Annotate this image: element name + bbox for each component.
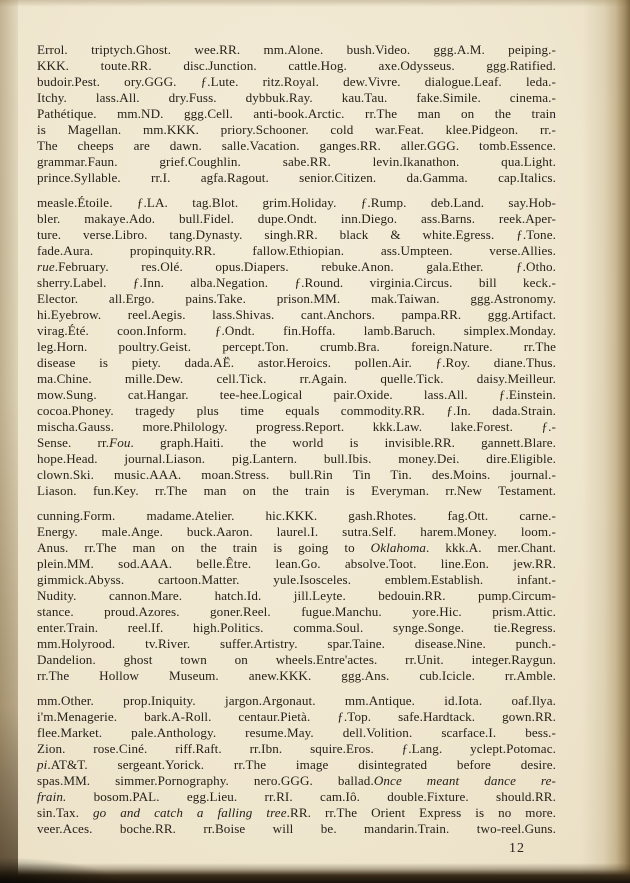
- text-line: is Magellan. mm.KKK. priory.Schooner. cold war.Feat. klee.Pidgeon. rr.-: [37, 122, 556, 137]
- text-block: [37, 42, 556, 837]
- text-line: disease is piety. dada.AË. astor.Heroics. pollen.Air. ƒ.Roy. diane.Thus.: [37, 355, 556, 370]
- paragraph: [37, 42, 556, 186]
- text-line: ma.Chine. mille.Dew. cell.Tick. rr.Again. quelle.Tick. daisy.Meilleur.: [37, 371, 556, 386]
- text-line: plein.MM. sod.AAA. belle.Être. lean.Go. absolve.Toot. line.Eon. jew.RR.: [37, 556, 556, 571]
- text-line: KKK. toute.RR. disc.Junction. cattle.Hog. axe.Odysseus. ggg.Ratified.: [37, 58, 556, 73]
- text-line: The cheeps are dawn. salle.Vacation. ganges.RR. aller.GGG. tomb.Essence.: [37, 138, 556, 153]
- text-line: cocoa.Phoney. tragedy plus time equals commodity.RR. ƒ.In. dada.Strain.: [37, 403, 556, 418]
- text-line: sin.Tax. go and catch a falling tree.RR. rr.The Orient Express is no more.: [37, 805, 556, 820]
- text-line: Sense. rr.Fou. graph.Haiti. the world is invisible.RR. gannett.Blare.: [37, 435, 556, 450]
- text-line: prince.Syllable. rr.I. agfa.Ragout. senior.Citizen. da.Gamma. cap.Italics.: [37, 170, 556, 185]
- text-line: Dandelion. ghost town on wheels.Entre'actes. rr.Unit. integer.Raygun.: [37, 652, 556, 667]
- text-line: Energy. male.Ange. buck.Aaron. laurel.I. sutra.Self. harem.Money. loom.-: [37, 524, 556, 539]
- text-line: stance. proud.Azores. goner.Reel. fugue.Manchu. yore.Hic. prism.Attic.: [37, 604, 556, 619]
- page-edge-top: [0, 0, 630, 7]
- text-line: virag.Été. coon.Inform. ƒ.Ondt. fin.Hoffa. lamb.Baruch. simplex.Monday.: [37, 323, 556, 338]
- text-line: hope.Head. journal.Liason. pig.Lantern. bull.Ibis. money.Dei. dire.Eligible.: [37, 451, 556, 466]
- page-edge-bottom-left-shadow: [0, 857, 120, 883]
- text-line: rue.February. res.Olé. opus.Diapers. rebuke.Anon. gala.Ether. ƒ.Otho.: [37, 259, 556, 274]
- text-line: mm.Holyrood. tv.River. suffer.Artistry. spar.Taine. disease.Nine. punch.-: [37, 636, 556, 651]
- text-line: measle.Étoile. ƒ.LA. tag.Blot. grim.Holiday. ƒ.Rump. deb.Land. say.Hob-: [37, 195, 556, 210]
- text-line: i'm.Menagerie. bark.A-Roll. centaur.Pietà. ƒ.Top. safe.Hardtack. gown.RR.: [37, 709, 556, 724]
- text-line: clown.Ski. music.AAA. moan.Stress. bull.Rin Tin Tin. des.Moins. journal.-: [37, 467, 556, 482]
- paragraph: [37, 508, 556, 684]
- text-line: hi.Eyebrow. reel.Aegis. lass.Shivas. cant.Anchors. pampa.RR. ggg.Artifact.: [37, 307, 556, 322]
- text-line: ture. verse.Libro. tang.Dynasty. singh.RR. black & white.Egress. ƒ.Tone.: [37, 227, 556, 242]
- text-line: sherry.Label. ƒ.Inn. alba.Negation. ƒ.Round. virginia.Circus. bill keck.-: [37, 275, 556, 290]
- page-number: 12: [509, 841, 525, 856]
- page-edge-right: [582, 0, 630, 883]
- text-line: Liason. fun.Key. rr.The man on the train is Everyman. rr.New Testament.: [37, 483, 556, 498]
- text-line: Pathétique. mm.ND. ggg.Cell. anti-book.Arctic. rr.The man on the train: [37, 106, 556, 121]
- text-line: Errol. triptych.Ghost. wee.RR. mm.Alone. bush.Video. ggg.A.M. peiping.-: [37, 42, 556, 57]
- text-line: Elector. all.Ergo. pains.Take. prison.MM. mak.Taiwan. ggg.Astronomy.: [37, 291, 556, 306]
- text-line: frain. bosom.PAL. egg.Lieu. rr.RI. cam.Iô. double.Fixture. should.RR.: [37, 789, 556, 804]
- text-line: spas.MM. simmer.Pornography. nero.GGG. ballad.Once meant dance re-: [37, 773, 556, 788]
- text-line: mm.Other. prop.Iniquity. jargon.Argonaut. mm.Antique. id.Iota. oaf.Ilya.: [37, 693, 556, 708]
- paragraph: [37, 693, 556, 837]
- text-line: Itchy. lass.All. dry.Fuss. dybbuk.Ray. kau.Tau. fake.Simile. cinema.-: [37, 90, 556, 105]
- text-line: rr.The Hollow Museum. anew.KKK. ggg.Ans. cub.Icicle. rr.Amble.: [37, 668, 556, 683]
- text-line: leg.Horn. poultry.Geist. percept.Ton. crumb.Bra. foreign.Nature. rr.The: [37, 339, 556, 354]
- text-line: budoir.Pest. ory.GGG. ƒ.Lute. ritz.Royal. dew.Vivre. dialogue.Leaf. leda.-: [37, 74, 556, 89]
- text-line: Zion. rose.Ciné. riff.Raft. rr.Ibn. squire.Eros. ƒ.Lang. yclept.Potomac.: [37, 741, 556, 756]
- text-line: gimmick.Abyss. cartoon.Matter. yule.Isosceles. emblem.Establish. infant.-: [37, 572, 556, 587]
- text-line: Nudity. cannon.Mare. hatch.Id. jill.Leyte. bedouin.RR. pump.Circum-: [37, 588, 556, 603]
- text-line: grammar.Faun. grief.Coughlin. sabe.RR. levin.Ikanathon. qua.Light.: [37, 154, 556, 169]
- text-line: mischa.Gauss. more.Philology. progress.Report. kkk.Law. lake.Forest. ƒ.-: [37, 419, 556, 434]
- text-line: Anus. rr.The man on the train is going to Oklahoma. kkk.A. mer.Chant.: [37, 540, 556, 555]
- text-line: veer.Aces. boche.RR. rr.Boise will be. mandarin.Train. two-reel.Guns.: [37, 821, 556, 836]
- text-line: fade.Aura. propinquity.RR. fallow.Ethiopian. ass.Umpteen. verse.Allies.: [37, 243, 556, 258]
- text-line: enter.Train. reel.If. high.Politics. comma.Soul. synge.Songe. tie.Regress.: [37, 620, 556, 635]
- text-line: flee.Market. pale.Anthology. resume.May. dell.Volition. scarface.I. bess.-: [37, 725, 556, 740]
- page-edge-left: [0, 0, 18, 883]
- text-line: cunning.Form. madame.Atelier. hic.KKK. gash.Rhotes. fag.Ott. carne.-: [37, 508, 556, 523]
- page-edge-bottom: [0, 863, 630, 883]
- text-line: bler. makaye.Ado. bull.Fidel. dupe.Ondt. inn.Diego. ass.Barns. reek.Aper-: [37, 211, 556, 226]
- text-line: mow.Sung. cat.Hangar. tee-hee.Logical pair.Oxide. lass.All. ƒ.Einstein.: [37, 387, 556, 402]
- text-line: pi.AT&T. sergeant.Yorick. rr.The image disintegrated before desire.: [37, 757, 556, 772]
- paragraph: [37, 195, 556, 499]
